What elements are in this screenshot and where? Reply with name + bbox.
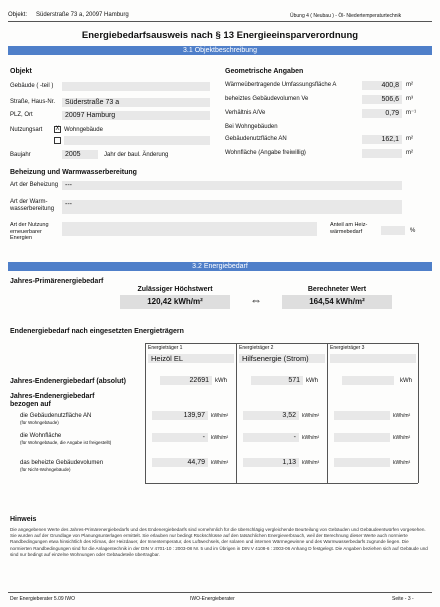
row-nutzflaeche-value-1: 139,97 bbox=[152, 411, 208, 420]
row-wohnflaeche-value-1: - bbox=[152, 433, 208, 442]
baujahr-field: 2005 bbox=[62, 150, 98, 159]
plz-ort-field: 20097 Hamburg bbox=[62, 111, 210, 120]
nutzungsart-label: Nutzungsart bbox=[10, 127, 43, 133]
nutzflaeche-unit: m² bbox=[406, 136, 413, 142]
geo-ratio-unit: m⁻¹ bbox=[406, 110, 417, 116]
header-objekt-label: Objekt: bbox=[8, 12, 28, 18]
strasse-field: Süderstraße 73 a bbox=[62, 98, 210, 107]
row-nutzflaeche-unit-1: kWh/m² bbox=[211, 413, 229, 419]
abs-value-3 bbox=[342, 376, 394, 385]
zul-value: 120,42 kWh/m² bbox=[147, 297, 203, 306]
page-title: Energiebedarfsausweis nach § 13 Energieeinsparverordnung bbox=[81, 30, 359, 41]
row-volumen-unit-1: kWh/m³ bbox=[211, 460, 229, 466]
row-wohnflaeche-label: die Wohnfläche bbox=[20, 433, 62, 439]
row-nutzflaeche-label: die Gebäudenutzfläche AN bbox=[20, 413, 92, 419]
row-volumen-label: das beheizte Gebäudevolumen bbox=[20, 460, 104, 466]
traeger3-label: Energieträger 3 bbox=[330, 345, 365, 351]
traeger3-name bbox=[330, 354, 416, 363]
row-nutzflaeche-unit-2: kWh/m² bbox=[302, 413, 320, 419]
art-warmwasser-field: --- bbox=[62, 200, 402, 214]
row-volumen-unit-3: kWh/m³ bbox=[393, 460, 411, 466]
nutzflaeche-label: Gebäudenutzfläche AN bbox=[225, 136, 287, 142]
abs-unit-1: kWh bbox=[215, 378, 227, 384]
hinweis-text: Die angegebenen Werte des Jahres-Primärenergiebedarfs und des Endenergiebedarfs sind vornehmlich für die überschlägig vergleichende Beurteilung von Gebäuden und Gebäudeentwürfen vorgesehen. Sie wurden auf der Grundlage von Planungsunterlagen ermittelt. Sie erlauben nur bedingt Rückschlüsse auf den tatsächlichen Energieverbrauch, weil der Berechnung dieser Werte auch normierte Randbedingungen etwa hinsichtlich des Klimas, der Heizdauer, der Innentemperatur, des Luftwechsels, der solaren und internen Wärmegewinne und des Warmwasserbedarfs zugrunde liegen. Die normierten Randbedingungen sind für die Anlagentechnik in der DIN V 4701-10 : 2003-08 Nr. 5 und im Übrigen in DIN V 4108-6 : 2003-06 Anhang D festgelegt. Die Angaben beziehen sich auf Gebäude und sind nur bedingt auf einzelne Wohnungen oder Gebäudeteile übertragbar. bbox=[10, 527, 428, 557]
section-band-energiebedarf: 3.2 Energiebedarf bbox=[8, 262, 432, 271]
row-wohnflaeche-sub: (für Wohngebäude, die Angabe ist freigestellt) bbox=[20, 440, 112, 445]
table-col-line-1 bbox=[145, 343, 146, 483]
row-volumen-value-2: 1,13 bbox=[243, 458, 299, 467]
footer-right: Seite - 3 - bbox=[392, 596, 414, 602]
geo-ve-unit: m³ bbox=[406, 96, 413, 102]
table-col-line-3 bbox=[327, 343, 328, 483]
traeger1-label: Energieträger 1 bbox=[148, 345, 183, 351]
row-nutzflaeche-sub: (für Wohngebäude) bbox=[20, 420, 59, 425]
header-rule bbox=[8, 21, 432, 22]
row-wohnflaeche-unit-1: kWh/m² bbox=[211, 435, 229, 441]
row-wohnflaeche-unit-2: kWh/m² bbox=[302, 435, 320, 441]
geo-ratio-label: Verhältnis A/Ve bbox=[225, 110, 266, 116]
footer-rule bbox=[8, 592, 432, 593]
traeger2-label: Energieträger 2 bbox=[239, 345, 274, 351]
ber-value: 164,54 kWh/m² bbox=[309, 297, 365, 306]
art-beheizung-label: Art der Beheizung bbox=[10, 182, 59, 188]
geo-heading: Geometrische Angaben bbox=[225, 68, 304, 75]
ber-label: Berechneter Wert bbox=[307, 286, 367, 293]
baujahr-label: Baujahr bbox=[10, 152, 31, 158]
hinweis-heading: Hinweis bbox=[10, 516, 37, 523]
endenergie-heading: Endenergiebedarf nach eingesetzten Energieträgern bbox=[10, 328, 184, 335]
gebaeude-label: Gebäude ( -teil ) bbox=[10, 83, 54, 89]
wohnflaeche-label: Wohnfläche (Angabe freiwillig) bbox=[225, 150, 306, 156]
art-beheizung-field: --- bbox=[62, 181, 402, 190]
bei-wohngebaeuden: Bei Wohngebäuden bbox=[225, 124, 278, 130]
footer-left: Der Energieberater 5.09 IWO bbox=[10, 596, 76, 602]
checkbox-wohngebaeude: X bbox=[55, 126, 60, 132]
art-warmwasser-label: Art der Warm-wasserbereitung bbox=[10, 199, 55, 212]
row-wohnflaeche-value-2: - bbox=[243, 433, 299, 442]
art-nutzung-label: Art der Nutzung erneuerbarer Energien bbox=[10, 222, 49, 241]
primaer-heading: Jahres-Primärenergiebedarf bbox=[10, 278, 104, 285]
row-nutzflaeche-value-3 bbox=[334, 411, 390, 420]
section-band-objektbeschreibung: 3.1 Objektbeschreibung bbox=[8, 46, 432, 55]
gebaeude-field bbox=[62, 82, 210, 91]
footer-center: IWO-Energieberater bbox=[190, 596, 235, 602]
geo-ve-label: beheiztes Gebäudevolumen Ve bbox=[225, 96, 309, 102]
anteil-unit: % bbox=[410, 228, 416, 234]
zul-label: Zulässiger Höchstwert bbox=[137, 286, 213, 293]
nutzflaeche-value: 162,1 bbox=[362, 135, 402, 144]
baujahr-note: Jahr der baul. Änderung bbox=[104, 152, 169, 158]
wohnflaeche-value bbox=[362, 149, 402, 158]
traeger2-name: Hilfsenergie (Strom) bbox=[239, 354, 325, 363]
art-nutzung-field bbox=[62, 222, 317, 236]
geo-a-value: 400,8 bbox=[362, 81, 402, 90]
table-col-line-4 bbox=[418, 343, 419, 483]
abs-unit-3: kWh bbox=[400, 378, 412, 384]
traeger1-name: Heizöl EL bbox=[148, 354, 234, 363]
abs-unit-2: kWh bbox=[306, 378, 318, 384]
geo-ratio-value: 0,79 bbox=[362, 109, 402, 118]
table-rule-bottom bbox=[145, 483, 418, 484]
compare-arrow-icon: ⇔ bbox=[250, 293, 262, 307]
row-nutzflaeche-unit-3: kWh/m² bbox=[393, 413, 411, 419]
nutzung-other-field bbox=[64, 136, 210, 145]
anteil-label: Anteil am Heiz-wärmebedarf bbox=[330, 222, 368, 235]
row-wohnflaeche-value-3 bbox=[334, 433, 390, 442]
header-objekt-value: Süderstraße 73 a, 20097 Hamburg bbox=[36, 12, 129, 18]
geo-a-unit: m² bbox=[406, 82, 413, 88]
geo-a-label: Wärmeübertragende Umfassungsfläche A bbox=[225, 82, 337, 88]
header-right: Übung 4 ( Neubau ) - Öl- Niedertemperaturtechnik bbox=[290, 13, 402, 19]
wohnflaeche-unit: m² bbox=[406, 150, 413, 156]
row-volumen-value-1: 44,79 bbox=[152, 458, 208, 467]
geo-ve-value: 506,6 bbox=[362, 95, 402, 104]
abs-label: Jahres-Endenergiebedarf (absolut) bbox=[10, 378, 126, 385]
strasse-label: Straße, Haus-Nr. bbox=[10, 99, 56, 105]
anteil-field bbox=[381, 226, 405, 235]
row-volumen-sub: (für Nicht-Wohngebäude) bbox=[20, 467, 71, 472]
row-volumen-value-3 bbox=[334, 458, 390, 467]
row-volumen-unit-2: kWh/m³ bbox=[302, 460, 320, 466]
bezogen-label: Jahres-Endenergiebedarf bezogen auf bbox=[10, 393, 95, 408]
table-col-line-2 bbox=[236, 343, 237, 483]
objekt-heading: Objekt bbox=[10, 68, 32, 75]
checkbox-nutzung-other bbox=[54, 137, 61, 144]
row-wohnflaeche-unit-3: kWh/m² bbox=[393, 435, 411, 441]
plz-ort-label: PLZ, Ort bbox=[10, 112, 33, 118]
abs-value-1: 22691 bbox=[160, 376, 212, 385]
table-rule-top bbox=[145, 343, 418, 344]
abs-value-2: 571 bbox=[251, 376, 303, 385]
row-nutzflaeche-value-2: 3,52 bbox=[243, 411, 299, 420]
wohngebaeude-label: Wohngebäude bbox=[64, 127, 103, 133]
beheizung-heading: Beheizung und Warmwasserbereitung bbox=[10, 169, 137, 176]
